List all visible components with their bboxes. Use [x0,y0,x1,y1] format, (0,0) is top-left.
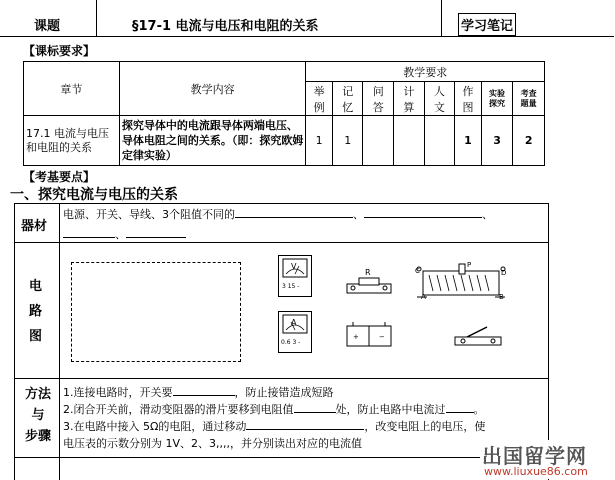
ammeter-symbol: A [291,318,297,327]
resistor-label: R [365,268,371,277]
watermark-url: www.liuxue86.com [484,465,588,478]
switch-icon [453,321,503,347]
blank-resistance-value[interactable] [294,401,336,413]
circuit-drawing-area[interactable] [71,262,241,362]
blank-resistor-2[interactable] [364,206,482,218]
voltmeter-scale: 3 15 - [282,283,300,290]
voltmeter-symbol: V [291,262,297,271]
equipment-text: 电源、开关、导线、3个阻值不同的 [63,208,235,221]
label-column-divider [59,204,60,480]
row-value-drawing: 1 [455,116,482,166]
method-step-1: 1.连接电路时，开关要 ，防止接错造成短路 [63,386,334,399]
row-value-memory: 1 [332,116,363,166]
sub-header-calc: 计 算 [394,82,425,116]
blank-current-too[interactable] [446,401,474,413]
row-divider-3 [15,457,548,458]
row-value-example: 1 [306,116,333,166]
ammeter-icon [278,311,312,353]
blank-resistor-1[interactable] [235,206,353,218]
col-content-header: 教学内容 [119,62,306,116]
row-value-experiment: 3 [481,116,513,166]
sub-header-memory: 记 忆 [332,82,363,116]
rheostat-letter-p: P [467,261,472,269]
rheostat-letter-a: A [421,293,426,301]
sep-3: 、 [115,228,126,241]
method-label: 方法 与 步骤 [24,387,51,444]
sub-header-qa: 问 答 [363,82,394,116]
watermark-logo [480,440,614,479]
header-label: 课题 [34,19,61,34]
header-divider [96,0,97,36]
rheostat-icon [413,261,509,303]
rheostat-letter-c: C [415,267,420,275]
page-title: §17-1 电流与电压和电阻的关系 [132,19,319,34]
method-step-2: 2.闭合开关前，滑动变阻器的滑片要移到电阻值 处，防止电路中电流过 。 [63,403,485,416]
row-divider-2 [15,378,548,379]
section-title: 一、探究电流与电压的关系 [10,187,178,203]
row-divider-1 [15,242,548,243]
ammeter-scale: 0.6 3 - [281,339,301,346]
row-chapter: 17.1 电流与电压和电阻的关系 [24,116,120,166]
method-step-3: 3.在电路中接入 5Ω的电阻，通过移动 ，改变电阻上的电压，使 [63,420,486,433]
equipment-line-1 [63,206,493,222]
sub-header-drawing: 作 图 [455,82,482,116]
blank-move-target[interactable] [246,418,364,430]
sep-1: 、 [353,208,364,221]
voltmeter-icon [278,255,312,297]
header-bar [0,0,614,37]
sub-header-question-count: 考查 题量 [513,82,545,116]
method-step-3-cont: 电压表的示数分别为 1V、2、3,,,,，并分别读出对应的电流值 [63,437,363,450]
row-value-calc [394,116,425,166]
row-value-humanities [424,116,455,166]
sub-header-humanities: 人 文 [424,82,455,116]
equipment-label: 器材 [21,219,48,234]
col-requirements-header: 教学要求 [306,62,545,82]
watermark-text: 出国留学网 [482,444,587,468]
col-chapter-header: 章节 [24,62,120,116]
svg-text:−: − [379,333,385,341]
study-notes-box: 学习笔记 [458,13,516,36]
battery-icon [345,320,393,348]
standards-table [23,61,545,166]
blank-equipment-4[interactable] [126,226,186,238]
standards-heading: 【课标要求】 [23,44,96,58]
header-divider-right [441,0,442,36]
rheostat-letter-b: B [499,293,504,301]
blank-switch-state[interactable] [173,384,235,396]
experiment-table [14,203,549,480]
key-points-heading: 【考基要点】 [23,170,96,184]
resistor-icon [345,270,393,296]
sep-2: 、 [482,208,493,221]
circuit-label: 电 路 图 [29,279,43,344]
rheostat-letter-d: D [501,269,507,277]
svg-text:+: + [353,333,359,341]
sub-header-experiment: 实验 探究 [481,82,513,116]
row-value-question-count: 2 [513,116,545,166]
sub-header-example: 举 例 [306,82,333,116]
row-value-qa [363,116,394,166]
equipment-line-2 [63,226,186,242]
blank-equipment-3[interactable] [63,226,115,238]
row-content: 探究导体中的电流跟导体两端电压、导体电阻之间的关系。（即：探究欧姆定律实验） [119,116,306,166]
